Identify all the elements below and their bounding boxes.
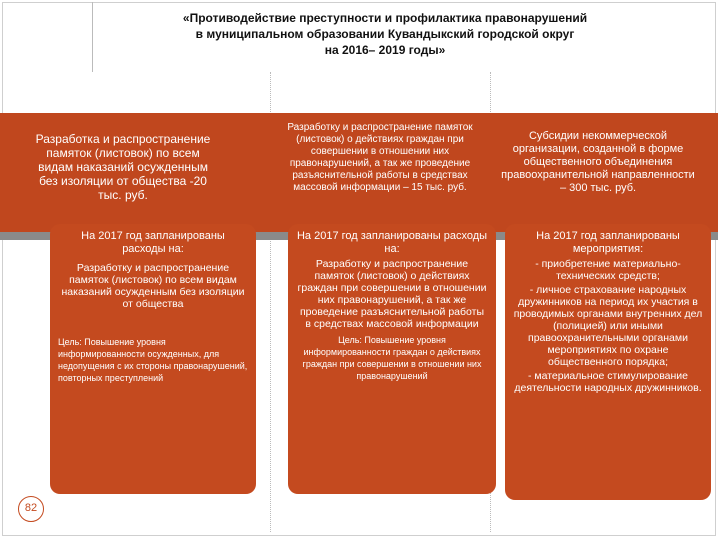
card-heading: На 2017 год запланированы мероприятия: xyxy=(536,230,680,255)
card-goal: Цель: Повышение уровня информированности осужденных, для недопущения с их стороны правонарушений, повторных преступлений xyxy=(58,337,248,383)
title-line: в муниципальном образовании Кувандыкский городской округ xyxy=(195,27,575,41)
card-heading: На 2017 год запланированы расходы на: xyxy=(81,230,225,255)
card-item: - приобретение материально-технических средств; xyxy=(535,258,681,282)
funding-item-1: Разработка и распространение памяток (листовок) по всем видам наказаний осужденным без изоляции от общества -20 тыс. руб. xyxy=(35,132,211,202)
slide-title xyxy=(150,10,620,58)
funding-item-2: Разработку и распространение памяток (листовок) о действиях граждан при совершении в отношении них правонарушений, а так же проведение разъяснительной работы в средствах массовой информации – 15 тыс. руб. xyxy=(287,122,473,193)
card-body: Разработку и распространение памяток (листовок) по всем видам наказаний осужденным без изоляции от общества xyxy=(61,262,245,310)
title-line: «Противодействие преступности и профилактика правонарушений xyxy=(182,11,588,25)
card-item: - личное страхование народных дружинников на период их участия в проводимых органами внутренних дел (полицией) или иными правоохранительными органами мероприятиях по охране общественного порядка; xyxy=(513,284,703,368)
card-body: Разработку и распространение памяток (листовок) о действиях граждан при совершении в отношении них правонарушений, а так же проведение разъяснительной работы в средствах массовой информации xyxy=(297,258,487,330)
card-goal: Цель: Повышение уровня информированности граждан о действиях граждан при совершении в отношении них правонарушений xyxy=(302,335,482,381)
corner-divider xyxy=(2,2,93,72)
page-number: 82 xyxy=(18,496,44,522)
plan-card-1 xyxy=(50,224,256,494)
card-heading: На 2017 год запланированы расходы на: xyxy=(296,230,488,255)
plan-card-3 xyxy=(505,224,711,500)
plan-card-2 xyxy=(288,224,496,494)
title-line: на 2016– 2019 годы» xyxy=(324,43,446,57)
funding-item-3: Субсидии некоммерческой организации, созданной в форме общественного объединения правоохранительной направленности – 300 тыс. руб. xyxy=(501,130,695,194)
card-item: - материальное стимулирование деятельности народных дружинников. xyxy=(514,370,702,394)
